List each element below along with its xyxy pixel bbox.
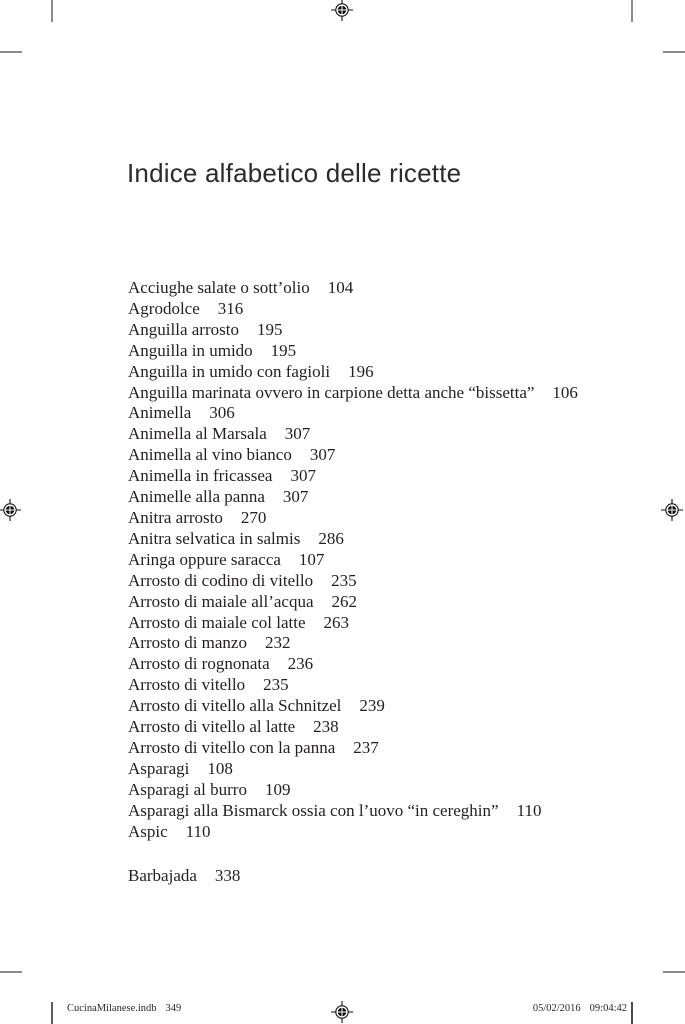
slug-date: 05/02/2016 [532,1003,581,1014]
recipe-page-number: 110 [516,800,542,820]
index-entry [128,696,578,717]
index-entry [128,424,578,445]
recipe-page-number: 270 [240,507,267,527]
index-entry [128,675,578,696]
slug-filename-text: CucinaMilanese.indb [67,1003,157,1014]
recipe-page-number: 195 [270,340,297,360]
crop-mark [631,0,633,22]
crop-mark [631,1002,633,1024]
index-entry [128,320,578,341]
recipe-name: Anguilla marinata ovvero in carpione detta anche “bissetta” [128,382,535,402]
recipe-name: Arrosto di rognonata [128,654,270,674]
crop-mark [663,51,685,53]
recipe-name: Arrosto di vitello con la panna [128,737,336,757]
crop-mark [0,971,22,973]
recipe-page-number: 307 [284,424,311,444]
crop-mark [663,971,685,973]
recipe-page-number: 306 [209,403,235,423]
recipe-page-number: 236 [287,654,314,674]
recipe-index [128,278,578,887]
recipe-name: Arrosto di maiale col latte [128,612,306,632]
recipe-name: Arrosto di manzo [128,633,247,653]
index-group [128,278,578,842]
recipe-page-number: 109 [264,779,291,799]
recipe-page-number: 262 [331,591,358,611]
index-entry [128,717,578,738]
index-entry [128,445,578,466]
recipe-name: Animella al Marsala [128,424,267,444]
recipe-name: Asparagi al burro [128,779,247,799]
index-entry [128,383,578,404]
recipe-page-number: 232 [264,633,291,653]
recipe-name: Aspic [128,821,168,841]
slug-time: 09:04:42 [589,1003,627,1014]
recipe-name: Animelle alla panna [128,487,265,507]
index-entry [128,613,578,634]
recipe-page-number: 307 [282,487,309,507]
index-entry [128,487,578,508]
index-entry [128,278,578,299]
index-entry [128,780,578,801]
recipe-page-number: 238 [313,717,339,737]
recipe-page-number: 316 [217,298,244,318]
recipe-name: Asparagi alla Bismarck ossia con l’uovo “in cereghin” [128,800,499,820]
recipe-name: Arrosto di vitello alla Schnitzel [128,696,342,716]
recipe-page-number: 237 [353,737,379,757]
recipe-name: Anguilla arrosto [128,319,239,339]
index-group [128,866,578,887]
recipe-page-number: 104 [327,278,354,297]
recipe-name: Anguilla in umido con fagioli [128,361,331,381]
recipe-name: Animella [128,403,192,423]
index-entry [128,362,578,383]
index-entry [128,529,578,550]
slug-timestamp [533,1003,627,1014]
crop-mark [0,51,22,53]
recipe-page-number: 235 [331,570,357,590]
index-entry [128,866,578,887]
slug-filename [67,1003,181,1014]
recipe-name: Arrosto di vitello al latte [128,717,296,737]
recipe-page-number: 110 [185,821,211,841]
recipe-page-number: 107 [298,549,325,569]
recipe-name: Barbajada [128,866,197,886]
index-entry [128,571,578,592]
recipe-name: Anitra arrosto [128,507,223,527]
index-entry [128,822,578,843]
index-entry [128,550,578,571]
recipe-page-number: 106 [552,382,578,402]
slug-sheet-number: 349 [165,1003,182,1014]
index-entry [128,654,578,675]
index-entry [128,633,578,654]
recipe-name: Arrosto di vitello [128,675,246,695]
page-title: Indice alfabetico delle ricette [127,158,462,189]
recipe-page-number: 263 [323,612,349,632]
recipe-page-number: 195 [256,319,283,339]
recipe-page-number: 108 [207,758,233,778]
index-entry [128,801,578,822]
recipe-name: Asparagi [128,758,190,778]
index-entry [128,759,578,780]
registration-mark-icon [661,499,683,521]
registration-mark-icon [0,499,21,521]
index-entry [128,738,578,759]
recipe-page-number: 307 [309,445,336,465]
recipe-page-number: 196 [348,361,374,381]
index-entry [128,403,578,424]
registration-mark-icon [331,1001,353,1023]
index-entry [128,466,578,487]
recipe-name: Aringa oppure saracca [128,549,281,569]
index-entry [128,508,578,529]
recipe-page-number: 338 [214,866,241,886]
recipe-name: Animella al vino bianco [128,445,292,465]
recipe-name: Animella in fricassea [128,466,273,486]
recipe-name: Agrodolce [128,298,200,318]
index-entry [128,341,578,362]
index-entry [128,299,578,320]
recipe-page-number: 239 [359,696,385,716]
recipe-name: Arrosto di codino di vitello [128,570,314,590]
recipe-page-number: 235 [263,675,289,695]
recipe-name: Anitra selvatica in salmis [128,528,301,548]
recipe-name: Acciughe salate o sott’olio [128,278,310,297]
recipe-name: Arrosto di maiale all’acqua [128,591,314,611]
recipe-name: Anguilla in umido [128,340,253,360]
crop-mark [51,1002,53,1024]
recipe-page-number: 307 [290,466,316,486]
registration-mark-icon [331,0,353,21]
crop-mark [51,0,53,22]
index-entry [128,592,578,613]
recipe-page-number: 286 [318,528,344,548]
